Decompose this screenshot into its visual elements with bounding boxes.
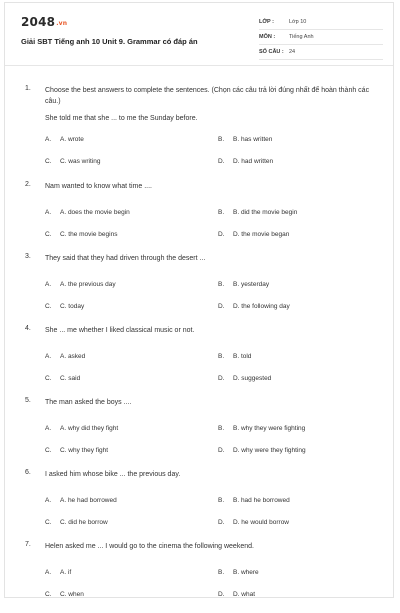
question-number: 1. <box>25 85 31 92</box>
option-c[interactable]: C. C. today <box>45 303 85 310</box>
question-6 <box>5 469 393 541</box>
option-b[interactable]: B. B. has written <box>218 136 273 143</box>
option-a[interactable]: A. A. asked <box>45 353 86 360</box>
logo-suffix: .vn <box>56 20 68 27</box>
question-text: They said that they had driven through the desert ... <box>45 255 206 262</box>
option-d[interactable]: D. D. why were they fighting <box>218 447 306 454</box>
question-number: 2. <box>25 181 31 188</box>
option-c[interactable]: C. C. when <box>45 591 84 598</box>
question-number: 5. <box>25 397 31 404</box>
question-list <box>5 85 393 613</box>
logo-main: 2048 <box>21 15 56 29</box>
option-c[interactable]: C. C. the movie begins <box>45 231 118 238</box>
question-sentence: She told me that she ... to me the Sunday before. <box>45 115 198 122</box>
site-logo[interactable] <box>21 15 67 29</box>
question-text: Nam wanted to know what time .... <box>45 183 152 190</box>
question-7 <box>5 541 393 613</box>
option-d[interactable]: D. D. had written <box>218 158 274 165</box>
option-d[interactable]: D. D. suggested <box>218 375 272 382</box>
option-c[interactable]: C. C. was writing <box>45 158 101 165</box>
question-text: Helen asked me ... I would go to the cinema the following weekend. <box>45 543 254 550</box>
question-2 <box>5 181 393 253</box>
option-d[interactable]: D. D. what <box>218 591 256 598</box>
option-a[interactable]: A. A. why did they fight <box>45 425 119 432</box>
option-a[interactable]: A. A. wrote <box>45 136 84 143</box>
meta-subject-label: MÔN : <box>259 34 276 40</box>
option-b[interactable]: B. B. did the movie begin <box>218 209 298 216</box>
question-text: Choose the best answers to complete the sentences. (Chọn các câu trả lời đúng nhất để hoàn thành các câu.) <box>45 87 370 105</box>
option-a[interactable]: A. A. if <box>45 569 72 576</box>
meta-grade-label: LỚP : <box>259 19 274 25</box>
option-b[interactable]: B. B. where <box>218 569 259 576</box>
meta-subject <box>259 32 383 45</box>
question-number: 4. <box>25 325 31 332</box>
option-c[interactable]: C. C. why they fight <box>45 447 109 454</box>
meta-grade-value: Lớp 10 <box>289 19 307 25</box>
option-a[interactable]: A. A. the previous day <box>45 281 116 288</box>
option-a[interactable]: A. A. he had borrowed <box>45 497 117 504</box>
question-5 <box>5 397 393 469</box>
option-b[interactable]: B. B. had he borrowed <box>218 497 290 504</box>
meta-question-count-label: SỐ CÂU : <box>259 49 284 55</box>
question-number: 6. <box>25 469 31 476</box>
question-text: The man asked the boys .... <box>45 399 132 406</box>
option-d[interactable]: D. D. the movie began <box>218 231 290 238</box>
document-title: Giải SBT Tiếng anh 10 Unit 9. Grammar có đáp án <box>21 37 198 46</box>
question-number: 7. <box>25 541 31 548</box>
meta-question-count-value: 24 <box>289 49 296 55</box>
question-1 <box>5 85 393 181</box>
question-3 <box>5 253 393 325</box>
option-c[interactable]: C. C. did he borrow <box>45 519 108 526</box>
question-text: She ... me whether I liked classical music or not. <box>45 327 195 334</box>
question-4 <box>5 325 393 397</box>
option-d[interactable]: D. D. the following day <box>218 303 290 310</box>
worksheet <box>4 2 394 598</box>
meta-question-count <box>259 47 383 60</box>
option-b[interactable]: B. B. yesterday <box>218 281 270 288</box>
meta-grade <box>259 17 383 30</box>
option-a[interactable]: A. A. does the movie begin <box>45 209 130 216</box>
meta-subject-value: Tiếng Anh <box>289 34 314 40</box>
worksheet-header <box>5 3 393 66</box>
option-b[interactable]: B. B. why they were fighting <box>218 425 306 432</box>
question-text: I asked him whose bike ... the previous day. <box>45 471 181 478</box>
question-number: 3. <box>25 253 31 260</box>
option-c[interactable]: C. C. said <box>45 375 81 382</box>
option-b[interactable]: B. B. told <box>218 353 252 360</box>
option-d[interactable]: D. D. he would borrow <box>218 519 289 526</box>
